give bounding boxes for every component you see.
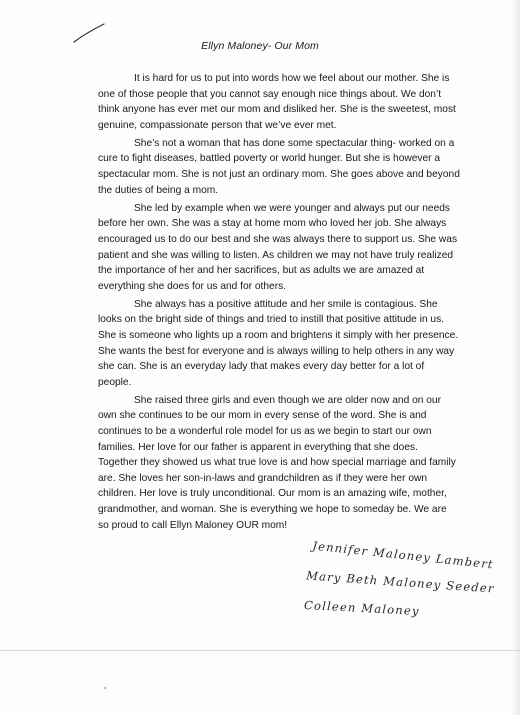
paragraph: She always has a positive attitude and her smile is contagious. She looks on the bright side of things and tried to instill that positive attitude in us. She is someone who lights up a room and brightens it simply with her presence. She wants the best for everyone and is always willing to help others in any way she can. She is an everyday lady that makes every day better for a lot of people. xyxy=(98,298,459,388)
paragraph: She raised three girls and even though we are older now and on our own she continues to be our mom in every sense of the word. She is and continues to be a wonderful role model for us as we begin to start our own families. Her love for our father is apparent in everything that she does. Together they showed us what true love is and how special marriage and family are. She loves her son-in-laws and grandchildren as if they were her own children. Her love is truly unconditional. Our mom is an amazing wife, mother, grandmother, and woman. She is everything we hope to someday be. We are so proud to call Ellyn Maloney OUR mom! xyxy=(98,394,456,531)
document-title: Ellyn Maloney- Our Mom xyxy=(201,40,319,52)
page-shadow-edge xyxy=(512,0,520,715)
signature-mary-beth: Mary Beth Maloney Seeder xyxy=(305,568,496,596)
page-fold-line xyxy=(0,650,520,651)
scan-speck xyxy=(104,687,106,689)
paragraph: It is hard for us to put into words how we feel about our mother. She is one of those people that you cannot say enough nice things about. We don’t think anyone has ever met our mom and disliked her. She is the sweetest, most genuine, compassionate person that we’ve ever met. xyxy=(98,73,456,131)
signature-jennifer: Jennifer Maloney Lambert xyxy=(311,538,495,572)
paragraph: She led by example when we were younger and always put our needs before her own. She was a stay at home mom who loved her job. She always encouraged us to do our best and she was always there to support us. She was patient and she was willing to listen. As children we may not have truly realized the importance of her and her sacrifices, but as adults we are amazed at everything she does for us and for others. xyxy=(98,202,458,292)
paragraph: She’s not a woman that has done some spectacular thing- worked on a cure to fight diseases, battled poverty or world hunger. But she is however a spectacular mom. She is not just an ordinary mom. She goes above and beyond the duties of being a mom. xyxy=(98,137,460,196)
signature-colleen: Colleen Maloney xyxy=(303,597,420,619)
letter-body xyxy=(98,71,460,536)
